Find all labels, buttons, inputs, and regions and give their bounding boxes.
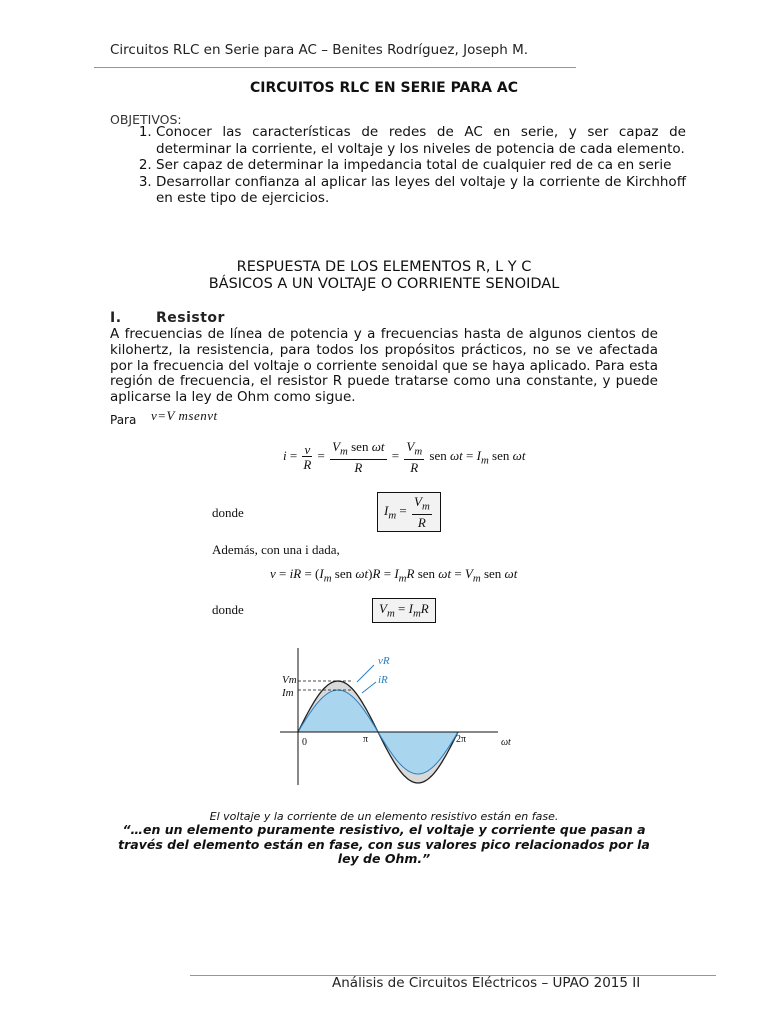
two-pi-label: 2π: [456, 734, 467, 745]
document-title: CIRCUITOS RLC EN SERIE PARA AC: [249, 80, 518, 96]
peak-voltage-box: $V_m = I_mR$: [372, 598, 436, 623]
section-heading-line2: BÁSICOS A UN VOLTAJE O CORRIENTE SENOIDAL: [208, 276, 560, 292]
objective-item: 3. Desarrollar confianza al aplicar las leyes del voltaje y la corriente de Kirchhoff en este tipo de ejercicios.: [156, 174, 686, 207]
zero-label: 0: [302, 737, 307, 748]
i-arrow: [362, 682, 376, 693]
v-label: vR: [378, 655, 390, 667]
resistor-heading: [110, 310, 225, 326]
objectives-label: OBJETIVOS:: [110, 112, 182, 127]
page-footer: Análisis de Circuitos Eléctricos – UPAO 2015 II: [332, 975, 641, 991]
objective-item: 1. Conocer las características de redes de AC en serie, y ser capaz de determinar la corriente, el voltaje y los niveles de potencia de cada elemento.: [156, 124, 686, 157]
waveform-graph: [270, 645, 520, 795]
section-heading-line1: RESPUESTA DE LOS ELEMENTOS R, L Y C: [236, 259, 532, 275]
i-label: iR: [378, 674, 388, 686]
omega-t-label: ωt: [501, 737, 511, 748]
objectives-list: [129, 124, 686, 207]
voltage-equation: v = iR = ($I_m$ sen $\omega t)R = I_mR$ sen $\omega t = V_m$ sen ωt: [270, 566, 518, 585]
para-label: Para: [110, 413, 137, 427]
pi-label: π: [363, 734, 369, 745]
page-header: Circuitos RLC en Serie para AC – Benites Rodríguez, Joseph M.: [110, 42, 529, 58]
resistor-paragraph: A frecuencias de línea de potencia y a frecuencias hasta de algunos cientos de kilohertz, la resistencia, para todos los propósitos prácticos, no se ve afectada por la frecuencia del voltaje o corriente senoidal que se haya aplicado. Para esta región de frecuencia, el resistor R puede tratarse como una constante, y puede aplicarse la ley de Ohm como sigue.: [110, 326, 658, 406]
resistor-title: Resistor: [156, 310, 225, 326]
donde-label-2: donde: [212, 602, 244, 617]
voltage-formula: v=V msenvt: [151, 408, 218, 423]
objective-item: 2. Ser capaz de determinar la impedancia total de cualquier red de ca en serie: [156, 157, 686, 174]
header-divider: [94, 67, 576, 68]
im-label: Im: [282, 687, 294, 699]
ohm-law-equation: i = $\frac{v}{R}$ = $\frac{V_m sen \omega t}{R}$ = $\frac{V_m}{R}$ sen $\omega t = I_m$ sen ωt: [283, 439, 526, 475]
resistor-number: I.: [110, 310, 122, 326]
ademas-text: Además, con una i dada,: [212, 542, 340, 557]
figure-caption: El voltaje y la corriente de un elemento resistivo están en fase.: [209, 810, 559, 823]
quote-text: “…en un elemento puramente resistivo, el voltaje y corriente que pasan a través del elemento están en fase, con sus valores pico relacionados por la ley de Ohm.”: [118, 822, 650, 866]
peak-current-box: $I_m$ = $\frac{V_m}{R}$: [377, 492, 441, 532]
donde-label-1: donde: [212, 505, 244, 520]
vm-label: Vm: [282, 674, 297, 686]
v-arrow: [357, 665, 374, 682]
